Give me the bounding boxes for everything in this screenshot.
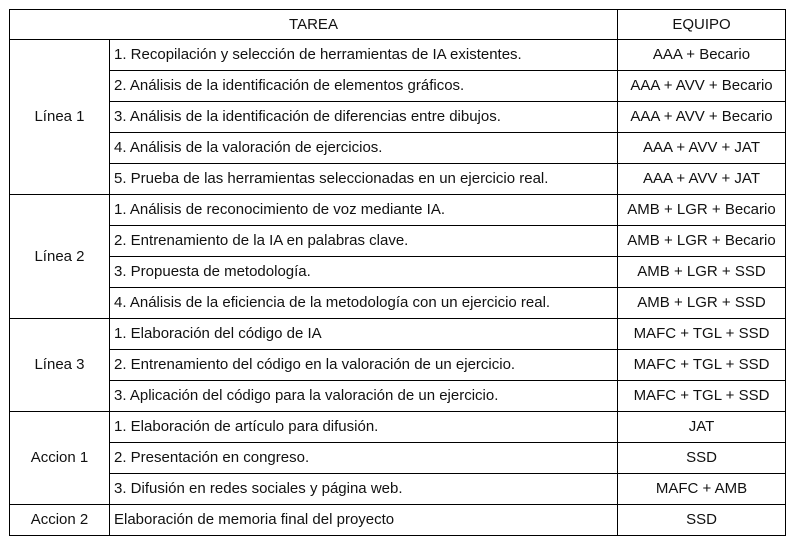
task-cell: 2. Análisis de la identificación de elementos gráficos. — [110, 71, 618, 102]
task-cell: 2. Presentación en congreso. — [110, 443, 618, 474]
task-cell: 4. Análisis de la valoración de ejercicios. — [110, 133, 618, 164]
team-cell: AAA + AVV + Becario — [618, 102, 786, 133]
group-label: Línea 1 — [10, 40, 110, 195]
table-row — [10, 350, 786, 381]
team-cell: MAFC + AMB — [618, 474, 786, 505]
task-cell: Elaboración de memoria final del proyecto — [110, 505, 618, 536]
team-cell: AAA + AVV + Becario — [618, 71, 786, 102]
team-cell: AMB + LGR + Becario — [618, 226, 786, 257]
table-row — [10, 288, 786, 319]
group-label: Accion 2 — [10, 505, 110, 536]
group-label: Línea 3 — [10, 319, 110, 412]
team-cell: JAT — [618, 412, 786, 443]
table-row — [10, 412, 786, 443]
team-cell: MAFC + TGL + SSD — [618, 319, 786, 350]
task-cell: 3. Difusión en redes sociales y página web. — [110, 474, 618, 505]
task-cell: 3. Aplicación del código para la valoración de un ejercicio. — [110, 381, 618, 412]
team-cell: AMB + LGR + SSD — [618, 288, 786, 319]
table-row — [10, 71, 786, 102]
group-label: Línea 2 — [10, 195, 110, 319]
table-row — [10, 319, 786, 350]
team-cell: AAA + Becario — [618, 40, 786, 71]
table-row — [10, 474, 786, 505]
table-row — [10, 102, 786, 133]
task-cell: 2. Entrenamiento del código en la valoración de un ejercicio. — [110, 350, 618, 381]
task-cell: 1. Elaboración de artículo para difusión. — [110, 412, 618, 443]
table-row — [10, 195, 786, 226]
task-cell: 3. Propuesta de metodología. — [110, 257, 618, 288]
table-row — [10, 40, 786, 71]
table-row — [10, 133, 786, 164]
table-row — [10, 257, 786, 288]
header-team: EQUIPO — [618, 10, 786, 40]
table-row — [10, 226, 786, 257]
team-cell: AAA + AVV + JAT — [618, 133, 786, 164]
team-cell: SSD — [618, 505, 786, 536]
team-cell: AMB + LGR + Becario — [618, 195, 786, 226]
team-cell: AMB + LGR + SSD — [618, 257, 786, 288]
team-cell: AAA + AVV + JAT — [618, 164, 786, 195]
team-cell: SSD — [618, 443, 786, 474]
header-row — [10, 10, 786, 40]
team-cell: MAFC + TGL + SSD — [618, 350, 786, 381]
task-cell: 1. Análisis de reconocimiento de voz mediante IA. — [110, 195, 618, 226]
table-row — [10, 381, 786, 412]
table-row — [10, 443, 786, 474]
group-label: Accion 1 — [10, 412, 110, 505]
header-task: TAREA — [10, 10, 618, 40]
tasks-table — [9, 9, 786, 536]
task-cell: 1. Elaboración del código de IA — [110, 319, 618, 350]
team-cell: MAFC + TGL + SSD — [618, 381, 786, 412]
task-cell: 3. Análisis de la identificación de diferencias entre dibujos. — [110, 102, 618, 133]
table-row — [10, 505, 786, 536]
table-row — [10, 164, 786, 195]
task-cell: 1. Recopilación y selección de herramientas de IA existentes. — [110, 40, 618, 71]
task-cell: 2. Entrenamiento de la IA en palabras clave. — [110, 226, 618, 257]
task-cell: 4. Análisis de la eficiencia de la metodología con un ejercicio real. — [110, 288, 618, 319]
task-cell: 5. Prueba de las herramientas seleccionadas en un ejercicio real. — [110, 164, 618, 195]
